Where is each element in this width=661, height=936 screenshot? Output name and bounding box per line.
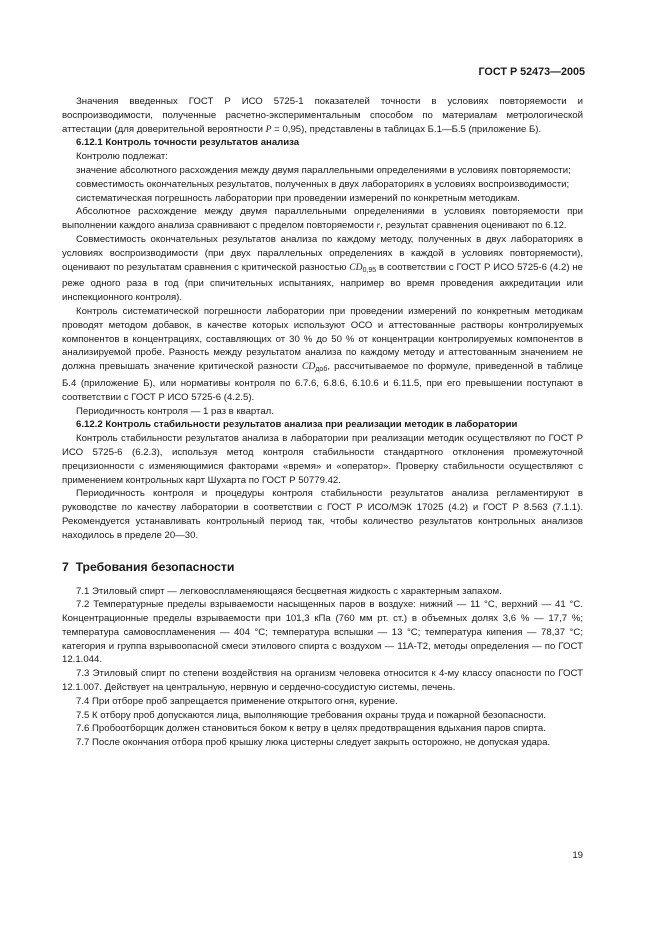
paragraph-text: Совместимость окончательных результатов анализа по каждому методу, полученных в двух лабораториях в условиях воспроизводимости (при двух параллельных определениях в каждой в условиях повторяемости), оценивают по результатам сравнения с критической разностью [62, 233, 583, 273]
subscript: доб [315, 366, 328, 374]
variable: P [265, 123, 272, 135]
safety-item-7-3: 7.3 Этиловый спирт по степени воздействия на организм человека относится к 4-му классу опасности по ГОСТ 12.1.007. Действует на центральную, нервную и сердечно-сосудистую системы, печень. [62, 668, 583, 694]
paragraph-text: Контроль систематической погрешности лаборатории при проведении измерений по конкретным методикам проводят методом добавок, в качестве которых используют ОСО и аттестованные растворы контролируемых компонентов в концентрациях, составляющих от 30 % до 50 % от концентрации контролируемых компонентов в анализируемой пробе. Разность между результатом анализа по каждому методу и аттестованным значением не должна превышать значение критической разности [62, 305, 583, 373]
paragraph: совместимость окончательных результатов, полученных в двух лабораториях в условиях воспроизводимости; [76, 178, 570, 190]
main-text [62, 95, 583, 750]
safety-item-7-2: 7.2 Температурные пределы взрываемости насыщенных паров в воздухе: нижний — 11 °С, верхний — 41 °С. Концентрационные пределы взрываемости при 101,3 кПа (760 мм рт. ст.) в объемных долях 3,6 % — 17,7 %; температура самовоспламенения — 404 °С; температура вспышки — 13 °С; температура кипения — 78,37 °С; категория и группа взрывоопасной смеси этилового спирта с воздухом — 11А-Т2, методы определения — по ГОСТ 12.1.044. [62, 599, 583, 666]
paragraph-text: Абсолютное расхождение между двумя параллельными определениями в условиях повторяемости при выполнении каждого анализа сравнивают с пределом повторяемости [62, 206, 583, 232]
safety-item-7-7: 7.7 После окончания отбора проб крышку люка цистерны следует закрыть осторожно, не допуская удара. [76, 737, 551, 749]
subsection-heading-6-12-1: 6.12.1 Контроль точности результатов анализа [76, 137, 300, 149]
document-code: ГОСТ Р 52473—2005 [478, 66, 585, 78]
variable: CD [302, 361, 316, 373]
paragraph [62, 305, 583, 405]
variable: r [376, 220, 381, 232]
paragraph: систематическая погрешность лаборатории при проведении измерений по конкретным методикам. [76, 192, 520, 204]
subsection-heading-6-12-2: 6.12.2 Контроль стабильности результатов анализа при реализации методик в лаборатории [76, 419, 518, 431]
variable: CD [349, 261, 363, 273]
paragraph [62, 95, 583, 136]
paragraph [62, 233, 583, 305]
paragraph-text: , результат сравнения оценивают по 6.12. [380, 220, 567, 232]
paragraph: Контролю подлежат: [76, 151, 168, 163]
paragraph-text: в соответствии с ГОСТ Р ИСО 5725-6 (4.2) не реже одного раза в год (при спичительных испытаниях, например во время проведения аккредитации или инспекционного контроля). [62, 261, 584, 304]
paragraph [62, 205, 583, 233]
section-title: Требования безопасности [75, 559, 235, 574]
safety-item-7-5: 7.5 К отбору проб допускаются лица, выполняющие требования охраны труда и пожарной безопасности. [76, 709, 546, 721]
paragraph-text: , рассчитываемое по формуле, приведенной в таблице Б.4 (приложение Б), или нормативы контроля по 6.7.6, 6.8.6, 6.10.6 и 6.11.5, при его превышении поступают в соответствии с ГОСТ Р ИСО 5725-6 (4.2.5). [62, 361, 583, 403]
safety-item-7-6: 7.6 Пробоотборщик должен становиться боком к ветру в целях предотвращения вдыхания паров спирта. [76, 723, 546, 735]
safety-item-7-4: 7.4 При отборе проб запрещается применение открытого огня, курение. [76, 695, 398, 707]
page-number: 19 [572, 850, 583, 861]
section-number: 7 [62, 559, 69, 574]
paragraph: Периодичность контроля и процедуры контроля стабильности результатов анализа регламентируют в руководстве по качеству лаборатории в соответствии с ГОСТ Р ИСО/МЭК 17025 (4.2) и ГОСТ Р 8.563 (7.1.1). Рекомендуется устанавливать контрольный период так, чтобы количество результатов контрольных анализов находилось в пределе 20—30. [62, 488, 583, 541]
paragraph: значение абсолютного расхождения между двумя параллельными определениями в условиях повторяемости; [76, 164, 571, 176]
paragraph: Контроль стабильности результатов анализа в лаборатории при реализации методик осуществляют по ГОСТ Р ИСО 5725-6 (6.2.3), используя метод контроля стабильности стандартного отклонения промежуточной прецизионности с изменяющимися факторами «время» и «оператор». Проверку стабильности осуществляют с применением контрольных карт Шухарта по ГОСТ Р 50779.42. [62, 433, 583, 486]
paragraph-text: = 0,95), представлены в таблицах Б.1—Б.5 (приложение Б). [271, 123, 542, 135]
safety-item-7-1: 7.1 Этиловый спирт — легковоспламеняющаяся бесцветная жидкость с характерным запахом. [76, 585, 502, 597]
paragraph-text: Значения введенных ГОСТ Р ИСО 5725-1 показателей точности в условиях повторяемости и воспроизводимости, полученные расчетно-экспериментальным способом по материалам метрологической аттестации (для доверительной вероятности [62, 96, 583, 135]
section-heading-7 [62, 559, 583, 575]
paragraph: Периодичность контроля — 1 раз в квартал. [76, 405, 274, 417]
subscript: 0,95 [362, 266, 377, 274]
